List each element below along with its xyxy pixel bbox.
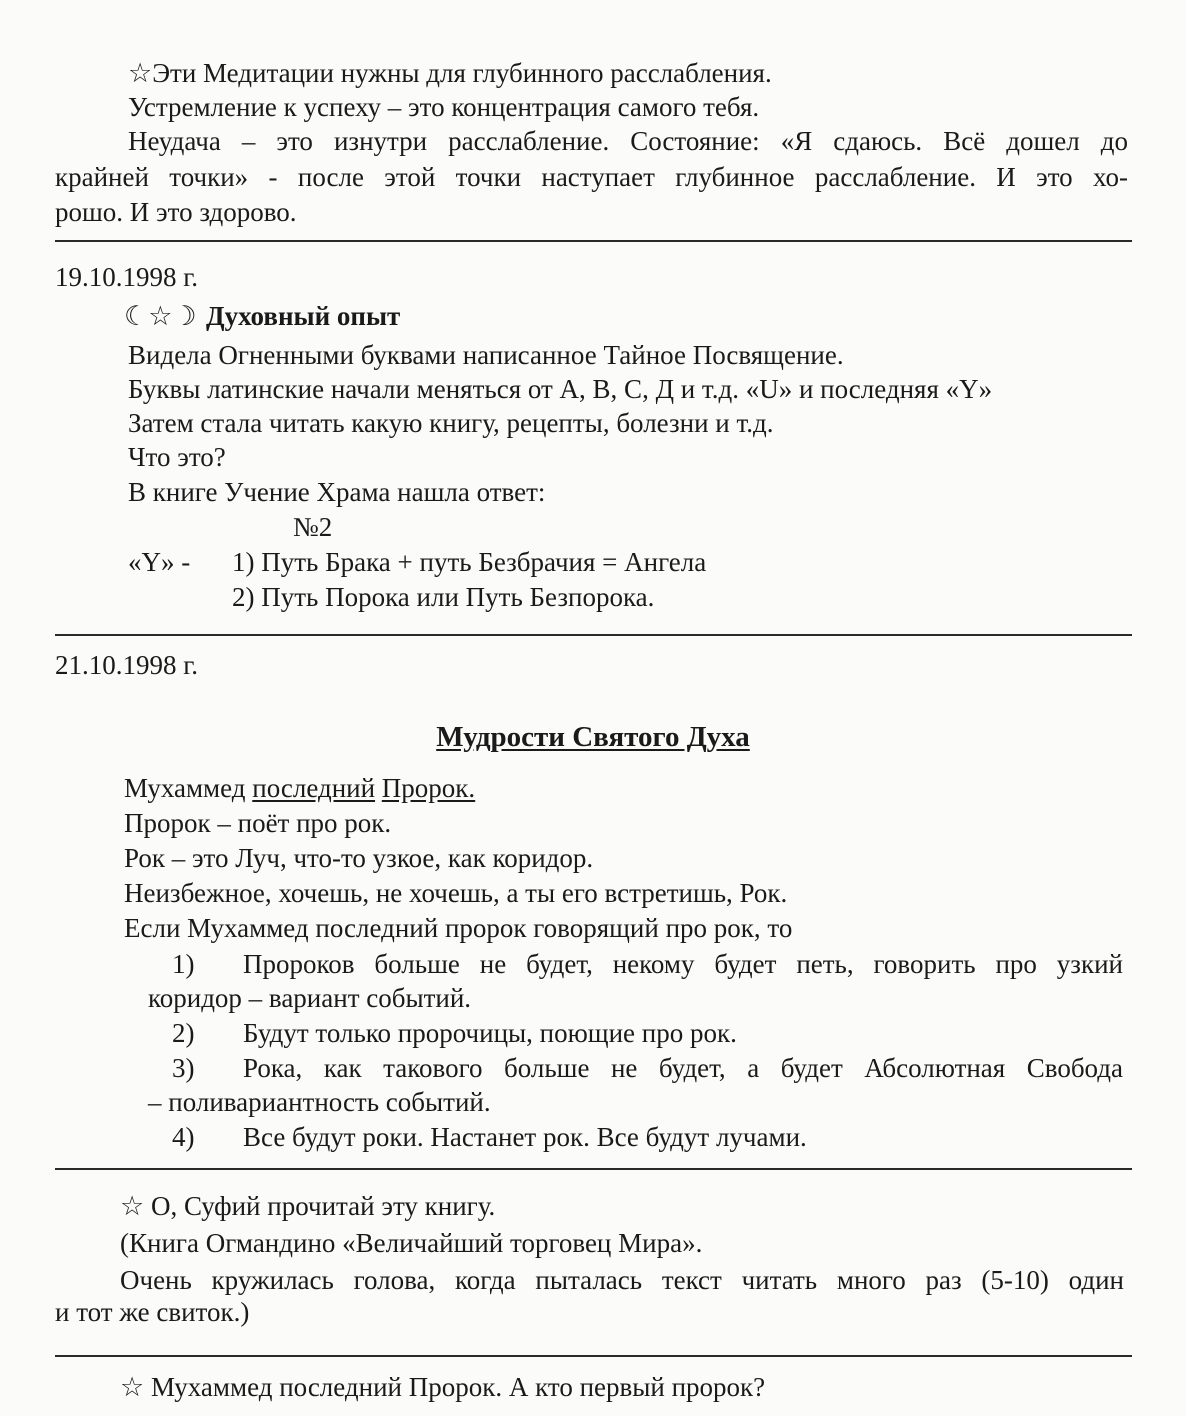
section-divider xyxy=(55,240,1132,242)
scroll-line: и тот же свиток.) xyxy=(55,1297,250,1327)
section-divider xyxy=(55,1168,1132,1170)
number-label: №2 xyxy=(293,512,333,542)
section-divider xyxy=(55,634,1132,636)
list-item-continuation: – поливариантность событий. xyxy=(148,1087,491,1117)
aspiration-line: Устремление к успеху – это концентрация самого тебя. xyxy=(128,92,760,122)
first-prophet-line: ☆ Мухаммед последний Пророк. А кто первый пророк? xyxy=(120,1372,766,1402)
y-label: «Y» - xyxy=(128,547,191,577)
experience-line: Видела Огненными буквами написанное Тайное Посвящение. xyxy=(128,340,844,370)
list-item-number: 2) xyxy=(172,1018,195,1048)
book-line: (Книга Огмандино «Величайший торговец Мира». xyxy=(120,1228,703,1258)
list-item-text: Будут только пророчицы, поющие про рок. xyxy=(243,1018,737,1048)
path-item-2: 2) Путь Порока или Путь Безпорока. xyxy=(232,582,655,612)
list-item-continuation: коридор – вариант событий. xyxy=(148,983,472,1013)
reading-line: Затем стала читать какую книгу, рецепты, болезни и т.д. xyxy=(128,408,774,438)
entry-date: 19.10.1998 г. xyxy=(55,262,199,292)
list-item-text: Рока, как такового больше не будет, а будет Абсолютная Свобода xyxy=(243,1053,1123,1083)
sufi-line: ☆ О, Суфий прочитай эту книгу. xyxy=(120,1191,496,1221)
prophet-line: Пророк – поёт про рок. xyxy=(124,808,392,838)
spiritual-experience-heading: Духовный опыт xyxy=(206,301,401,331)
list-item-number: 1) xyxy=(172,949,195,979)
moon-star-icon: ☾☆☽ xyxy=(124,301,197,331)
question-line: Что это? xyxy=(128,442,226,472)
inevitable-line: Неизбежное, хочешь, не хочешь, а ты его встретишь, Рок. xyxy=(124,878,788,908)
dizzy-line: Очень кружилась голова, когда пыталась текст читать много раз (5-10) один xyxy=(120,1265,1124,1295)
list-item-text: Все будут роки. Настанет рок. Все будут лучами. xyxy=(243,1122,807,1152)
failure-line: Неудача – это изнутри расслабление. Состояние: «Я сдаюсь. Всё дошел до xyxy=(128,126,1128,156)
condition-line: Если Мухаммед последний пророк говорящий про рок, то xyxy=(124,913,793,943)
list-item-number: 4) xyxy=(172,1122,195,1152)
path-item-1: 1) Путь Брака + путь Безбрачия = Ангела xyxy=(232,547,707,577)
list-item-text: Пророков больше не будет, некому будет петь, говорить про узкий xyxy=(243,949,1123,979)
wisdom-title: Мудрости Святого Духа xyxy=(436,721,750,753)
letters-line: Буквы латинские начали меняться от А, В, С, Д и т.д. «U» и последняя «Y» xyxy=(128,374,993,404)
list-item-number: 3) xyxy=(172,1053,195,1083)
entry-date: 21.10.1998 г. xyxy=(55,650,199,680)
failure-end-line: рошо. И это здорово. xyxy=(55,197,297,227)
section-divider xyxy=(55,1355,1132,1357)
failure-continuation-line: крайней точки» - после этой точки наступает глубинное расслабление. И это хо- xyxy=(55,162,1128,192)
fate-line: Рок – это Луч, что-то узкое, как коридор. xyxy=(124,843,594,873)
answer-line: В книге Учение Храма нашла ответ: xyxy=(128,477,546,507)
meditation-line: ☆Эти Медитации нужны для глубинного расслабления. xyxy=(128,58,772,88)
muhammad-line: Мухаммед последний Пророк. xyxy=(124,773,476,803)
